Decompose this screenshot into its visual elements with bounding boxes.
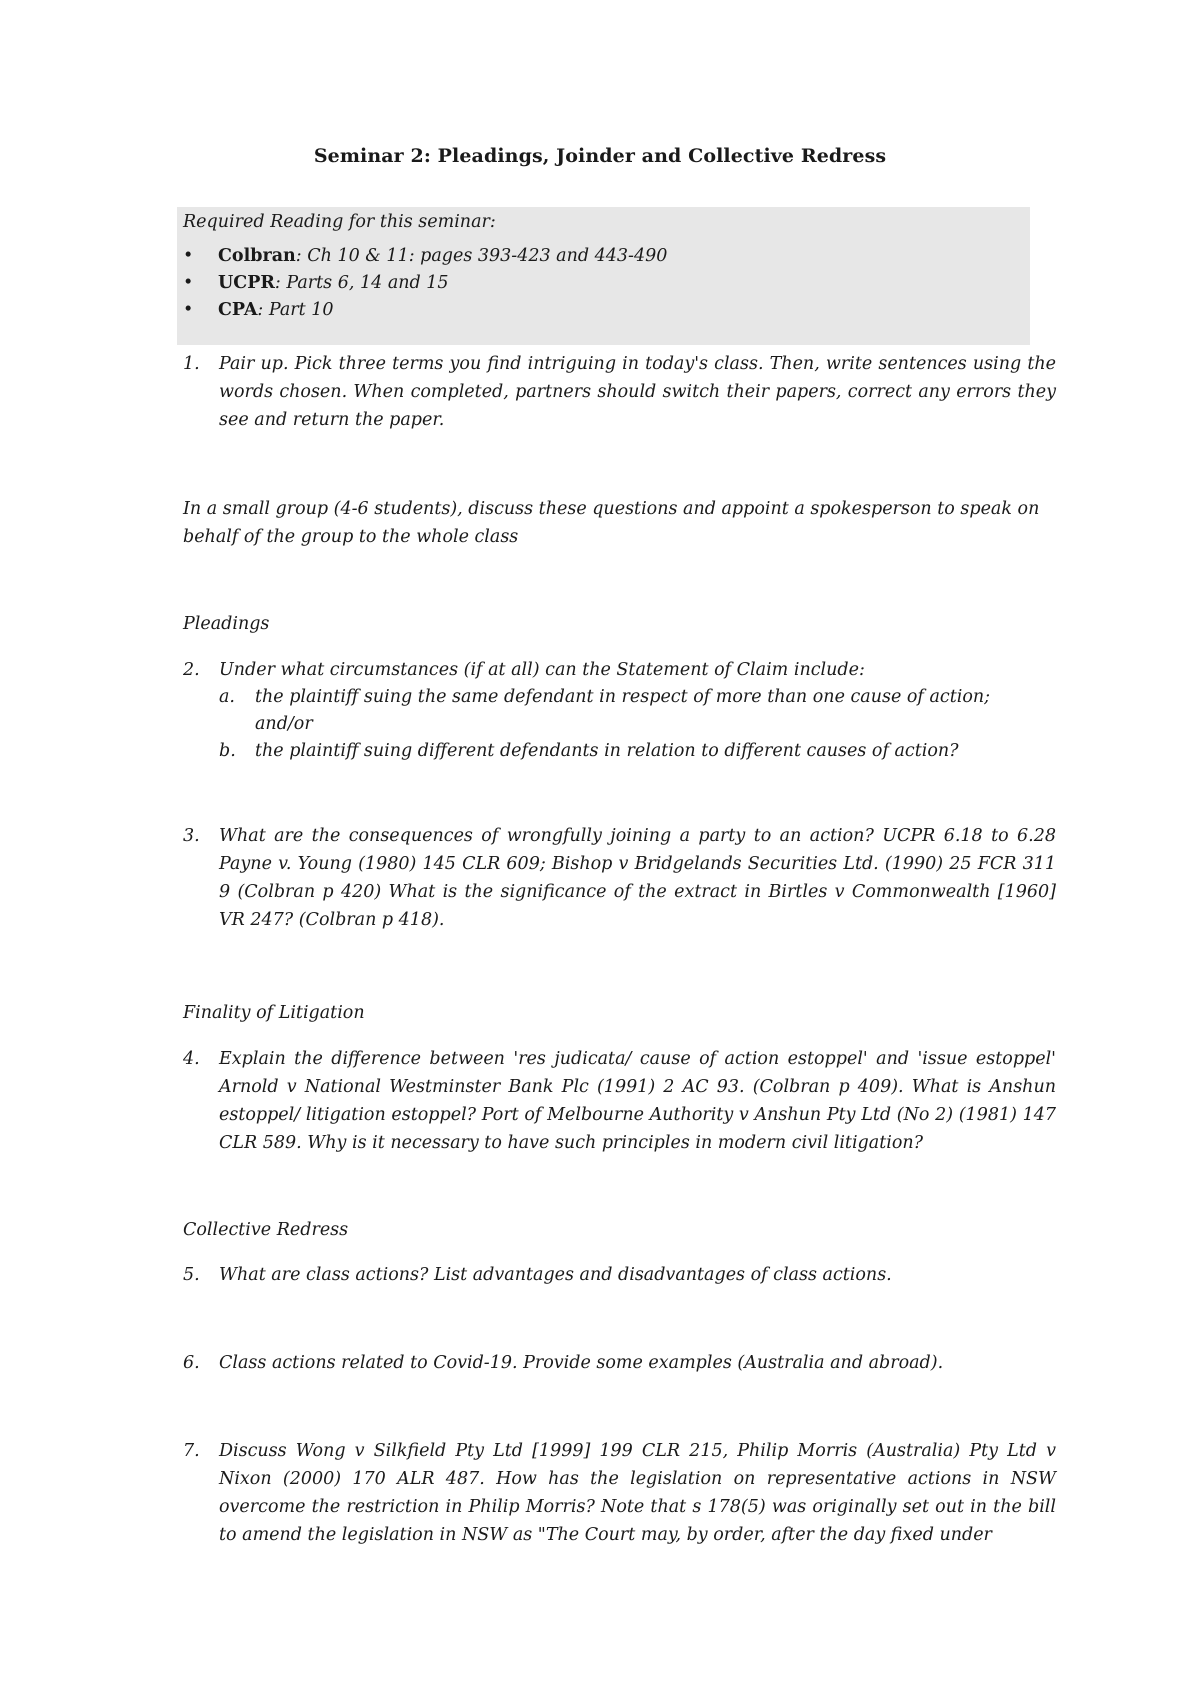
bullet-icon: • — [183, 273, 194, 293]
question-number: 4. — [183, 1049, 200, 1069]
question-6 — [183, 1349, 1058, 1377]
question-text: What are the consequences of wrongfully joining a party to an action? UCPR 6.18 to 6.28 Payne v. Young (1980) 145 CLR 609; Bishop v Bridgelands Securities Ltd. (1990) 25 FCR 311 9 (Colbran p 420) What is the significance of the extract in Birtles v Commonwealth [1960] VR 247? (Colbran p 418). — [219, 826, 1056, 930]
sub-number: a. — [219, 687, 235, 707]
reading-item — [183, 300, 667, 327]
question-2-sub-b — [183, 738, 1023, 765]
question-2 — [183, 656, 1058, 684]
question-text: Discuss Wong v Silkfield Pty Ltd [1999] 199 CLR 215, Philip Morris (Australia) Pty Ltd v Nixon (2000) 170 ALR 487. How has the legislation on representative actions in NSW overcome the restriction in Philip Morris? Note that s 178(5) was originally set out in the bill to amend the legislation in NSW as "The Court may, by order, after the day fixed under — [219, 1441, 1056, 1545]
page-title: Seminar 2: Pleadings, Joinder and Collective Redress — [313, 145, 887, 167]
question-3 — [183, 822, 1058, 934]
reading-item-detail: : Part 10 — [257, 300, 334, 320]
question-text: What are class actions? List advantages and disadvantages of class actions. — [219, 1265, 892, 1285]
question-number: 7. — [183, 1441, 200, 1461]
question-text: Pair up. Pick three terms you find intriguing in today's class. Then, write sentences using the words chosen. When completed, partners should switch their papers, correct any errors they see and return the paper. — [219, 354, 1056, 430]
question-7 — [183, 1437, 1058, 1549]
reading-item-source: UCPR — [218, 273, 275, 293]
sub-number: b. — [219, 741, 236, 761]
section-heading-finality: Finality of Litigation — [183, 1003, 365, 1023]
reading-item-source: CPA — [218, 300, 258, 320]
reading-item-detail: : Parts 6, 14 and 15 — [274, 273, 449, 293]
question-2-sub-a — [183, 684, 1023, 738]
reading-item-detail: : Ch 10 & 11: pages 393-423 and 443-490 — [295, 246, 668, 266]
required-reading-list — [183, 246, 667, 327]
question-5 — [183, 1261, 1058, 1289]
reading-item-source: Colbran — [218, 246, 296, 266]
question-text: Under what circumstances (if at all) can the Statement of Claim include: — [219, 660, 865, 680]
sub-text: the plaintiff suing different defendants in relation to different causes of action? — [255, 741, 959, 761]
section-heading-collective: Collective Redress — [183, 1220, 349, 1240]
reading-item — [183, 273, 667, 300]
bullet-icon: • — [183, 246, 194, 266]
question-text: Explain the difference between 'res judicata/ cause of action estoppel' and 'issue estoppel' Arnold v National Westminster Bank Plc (1991) 2 AC 93. (Colbran p 409). What is Anshun estoppel/ litigation estoppel? Port of Melbourne Authority v Anshun Pty Ltd (No 2) (1981) 147 CLR 589. Why is it necessary to have such principles in modern civil litigation? — [219, 1049, 1056, 1153]
question-1 — [183, 350, 1058, 434]
question-number: 1. — [183, 354, 200, 374]
question-text: Class actions related to Covid-19. Provide some examples (Australia and abroad). — [219, 1353, 944, 1373]
sub-text: the plaintiff suing the same defendant in respect of more than one cause of action; and/or — [255, 687, 991, 734]
reading-item — [183, 246, 667, 273]
group-instruction: In a small group (4-6 students), discuss these questions and appoint a spokesperson to speak on behalf of the group to the whole class — [183, 499, 1040, 547]
bullet-icon: • — [183, 300, 194, 320]
question-number: 5. — [183, 1265, 200, 1285]
question-4 — [183, 1045, 1058, 1157]
required-reading-heading: Required Reading for this seminar: — [183, 212, 496, 232]
question-number: 3. — [183, 826, 200, 846]
question-number: 6. — [183, 1353, 200, 1373]
section-heading-pleadings: Pleadings — [183, 614, 270, 634]
question-number: 2. — [183, 660, 200, 680]
